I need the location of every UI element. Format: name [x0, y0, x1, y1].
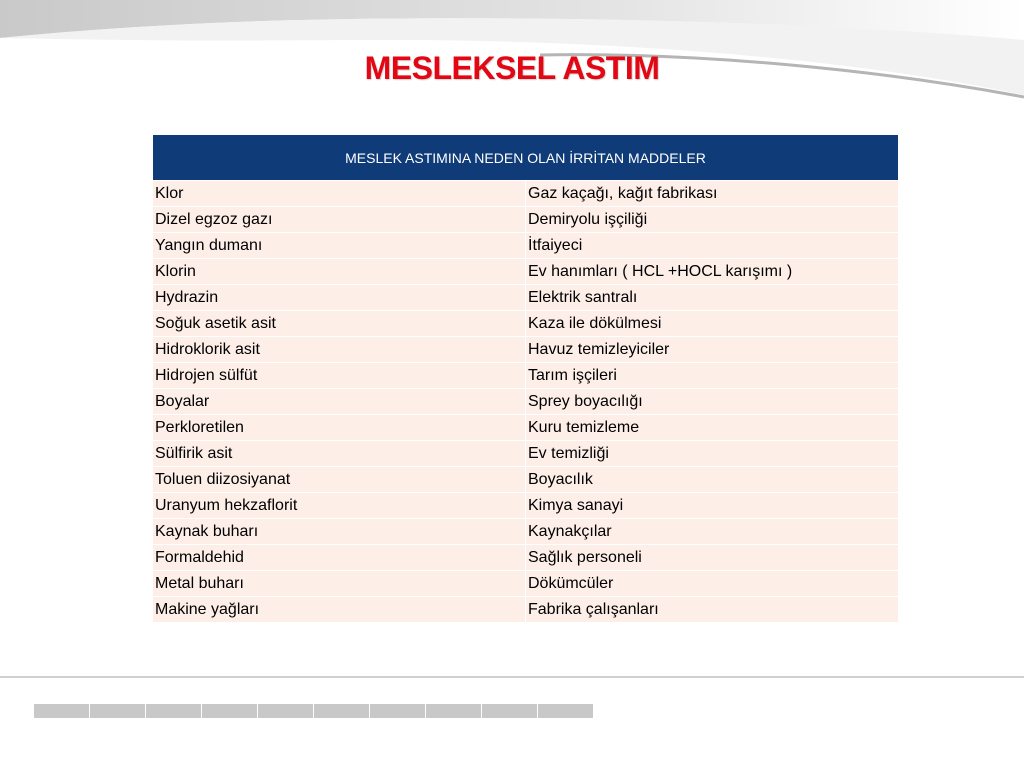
- footer-segment: [482, 704, 538, 718]
- substance-cell: Klor: [153, 181, 526, 207]
- footer-divider: [0, 676, 1024, 678]
- table-row: [153, 337, 899, 363]
- table-row: [153, 285, 899, 311]
- substance-cell: Metal buharı: [153, 571, 526, 597]
- occupation-cell: Kaza ile dökülmesi: [526, 311, 899, 337]
- occupation-cell: Elektrik santralı: [526, 285, 899, 311]
- table-row: [153, 363, 899, 389]
- table-row: [153, 571, 899, 597]
- table-row: [153, 207, 899, 233]
- occupation-cell: Ev temizliği: [526, 441, 899, 467]
- table-row: [153, 415, 899, 441]
- table-row: [153, 259, 899, 285]
- slide-title: MESLEKSEL ASTIM: [364, 50, 660, 86]
- substance-cell: Perkloretilen: [153, 415, 526, 441]
- occupation-cell: Kimya sanayi: [526, 493, 899, 519]
- footer-segment: [314, 704, 370, 718]
- substance-cell: Dizel egzoz gazı: [153, 207, 526, 233]
- footer-segment: [370, 704, 426, 718]
- table-row: [153, 467, 899, 493]
- substance-cell: Hidroklorik asit: [153, 337, 526, 363]
- substance-cell: Toluen diizosiyanat: [153, 467, 526, 493]
- occupation-cell: Havuz temizleyiciler: [526, 337, 899, 363]
- table-row: [153, 545, 899, 571]
- footer-segment: [202, 704, 258, 718]
- footer-segment: [146, 704, 202, 718]
- occupation-cell: Tarım işçileri: [526, 363, 899, 389]
- substance-cell: Kaynak buharı: [153, 519, 526, 545]
- footer-segment: [90, 704, 146, 718]
- occupation-cell: Gaz kaçağı, kağıt fabrikası: [526, 181, 899, 207]
- substance-cell: Hidrojen sülfüt: [153, 363, 526, 389]
- substance-cell: Makine yağları: [153, 597, 526, 623]
- occupation-cell: İtfaiyeci: [526, 233, 899, 259]
- irritant-table: [152, 134, 899, 623]
- occupation-cell: Kaynakçılar: [526, 519, 899, 545]
- table-header: MESLEK ASTIMINA NEDEN OLAN İRRİTAN MADDELER: [153, 135, 899, 181]
- substance-cell: Boyalar: [153, 389, 526, 415]
- substance-cell: Sülfirik asit: [153, 441, 526, 467]
- table-row: [153, 181, 899, 207]
- substance-cell: Uranyum hekzaflorit: [153, 493, 526, 519]
- footer-segment: [538, 704, 594, 718]
- table-row: [153, 493, 899, 519]
- occupation-cell: Kuru temizleme: [526, 415, 899, 441]
- table-row: [153, 597, 899, 623]
- substance-cell: Soğuk asetik asit: [153, 311, 526, 337]
- substance-cell: Formaldehid: [153, 545, 526, 571]
- substance-cell: Yangın dumanı: [153, 233, 526, 259]
- table-row: [153, 519, 899, 545]
- table-row: [153, 311, 899, 337]
- occupation-cell: Boyacılık: [526, 467, 899, 493]
- occupation-cell: Fabrika çalışanları: [526, 597, 899, 623]
- occupation-cell: Sprey boyacılığı: [526, 389, 899, 415]
- occupation-cell: Sağlık personeli: [526, 545, 899, 571]
- occupation-cell: Dökümcüler: [526, 571, 899, 597]
- substance-cell: Klorin: [153, 259, 526, 285]
- substance-cell: Hydrazin: [153, 285, 526, 311]
- occupation-cell: Demiryolu işçiliği: [526, 207, 899, 233]
- footer-segment: [426, 704, 482, 718]
- table-row: [153, 441, 899, 467]
- footer-segment: [258, 704, 314, 718]
- table-row: [153, 389, 899, 415]
- table-row: [153, 233, 899, 259]
- footer-bar: [34, 704, 594, 718]
- footer-segment: [34, 704, 90, 718]
- occupation-cell: Ev hanımları ( HCL +HOCL karışımı ): [526, 259, 899, 285]
